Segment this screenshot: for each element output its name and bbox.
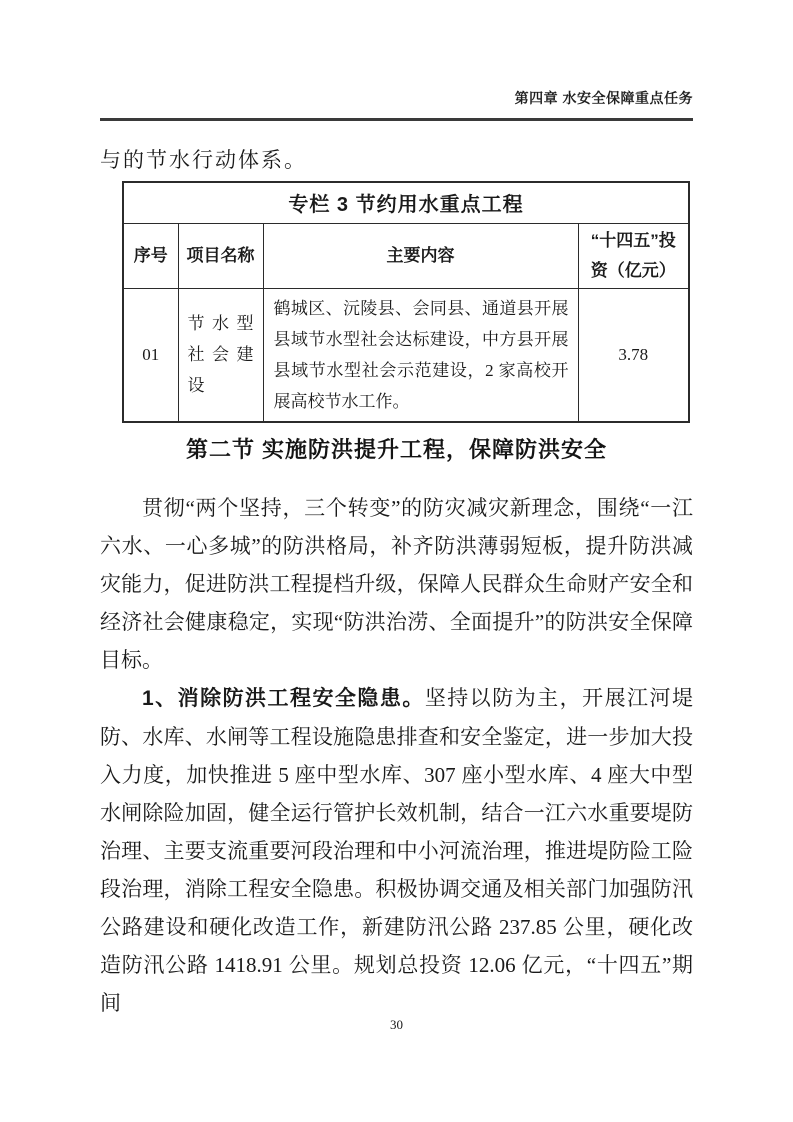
paragraph-2-body: 坚持以防为主，开展江河堤防、水库、水闸等工程设施隐患排查和安全鉴定，进一步加大投入力度，加快推进 5 座中型水库、307 座小型水库、4 座大中型水闸除险加固，健全运行管护长效机制，结合一江六水重要堤防治理、主要支流重要河段治理和中小河流治理，推进堤防险工险段治理，消除工程安全隐患。积极协调交通及相关部门加强防汛公路建设和硬化改造工作，新建防汛公路 237.85 公里，硬化改造防汛公路 1418.91 公里。规划总投资 12.06 亿元，“十四五”期间 bbox=[100, 686, 693, 1015]
column-header-project-name: 项目名称 bbox=[178, 223, 263, 288]
intro-text: 与的节水行动体系。 bbox=[100, 148, 307, 172]
table-title-row bbox=[123, 182, 689, 223]
header-rule bbox=[100, 118, 693, 121]
body-text bbox=[100, 489, 693, 1022]
running-header-chapter-title: 第四章 水安全保障重点任务 bbox=[514, 90, 693, 106]
page-number: 30 bbox=[390, 1017, 403, 1032]
column-header-investment: “十四五”投资（亿元） bbox=[578, 223, 689, 288]
column-header-main-content: 主要内容 bbox=[263, 223, 578, 288]
column-header-no: 序号 bbox=[123, 223, 178, 288]
table-header-row bbox=[123, 223, 689, 288]
cell-main-content: 鹤城区、沅陵县、会同县、通道县开展县域节水型社会达标建设，中方县开展县域节水型社会示范建设，2 家高校开展高校节水工作。 bbox=[263, 288, 578, 422]
paragraph-2-lead: 1、消除防洪工程安全隐患。 bbox=[142, 687, 425, 710]
cell-investment: 3.78 bbox=[578, 288, 689, 422]
key-projects-table bbox=[122, 181, 690, 423]
table-row bbox=[123, 288, 689, 422]
paragraph-1: 贯彻“两个坚持，三个转变”的防灾减灾新理念，围绕“一江六水、一心多城”的防洪格局，补齐防洪薄弱短板，提升防洪减灾能力，促进防洪工程提档升级，保障人民群众生命财产安全和经济社会健康稳定，实现“防洪治涝、全面提升”的防洪安全保障目标。 bbox=[100, 496, 693, 672]
cell-project-name: 节水型社会建设 bbox=[178, 288, 263, 422]
table-title: 专栏 3 节约用水重点工程 bbox=[123, 182, 689, 223]
paragraph-2 bbox=[100, 679, 693, 1022]
cell-no: 01 bbox=[123, 288, 178, 422]
section-heading: 第二节 实施防洪提升工程，保障防洪安全 bbox=[185, 437, 608, 462]
